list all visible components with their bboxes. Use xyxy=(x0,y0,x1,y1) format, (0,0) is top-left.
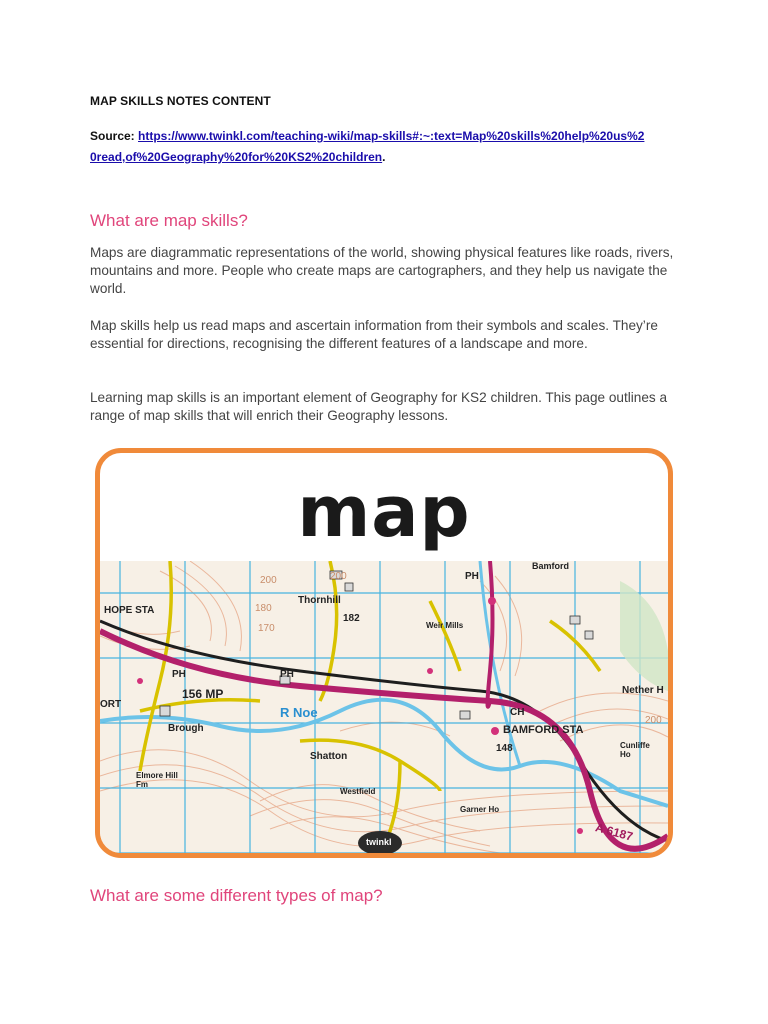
source-tail: . xyxy=(382,150,386,164)
map-label-contour-200b: 200 xyxy=(645,715,662,726)
twinkl-logo: twinkl xyxy=(366,837,392,847)
map-label-ph-2: PH xyxy=(172,669,186,680)
map-label-brough: Brough xyxy=(168,723,204,734)
map-label-a6187: A 6187 xyxy=(593,820,635,844)
map-label-bamford: Bamford xyxy=(532,561,570,571)
map-label-contour-200: 200 xyxy=(260,575,277,586)
map-label-ch: CH xyxy=(510,707,525,718)
map-label-r-noe: R Noe xyxy=(280,705,318,720)
map-figure-title: map xyxy=(297,471,471,553)
map-label-ph-1: PH xyxy=(465,571,479,582)
map-label-elmore-hill: Elmore Hill Fm xyxy=(136,771,178,789)
map-label-contour-200c: 200 xyxy=(330,571,347,582)
source-link[interactable]: https://www.twinkl.com/teaching-wiki/map-skills#:~:text=Map%20skills%20help%20us%20read,of%20Geography%20for%20KS2%20children xyxy=(90,129,645,164)
map-svg xyxy=(100,561,668,853)
heading-types-of-map: What are some different types of map? xyxy=(90,886,383,905)
map-label-weir-mills: Weir Mills xyxy=(426,621,464,630)
paragraph-1: Maps are diagrammatic representations of the world, showing physical features like roads, rivers, mountains and more. People who create maps are cartographers, and they help us navigate the world. xyxy=(90,245,674,296)
map-label-contour-180: 180 xyxy=(255,603,272,614)
document-title: MAP SKILLS NOTES CONTENT xyxy=(90,94,271,108)
map-label-hope-sta: HOPE STA xyxy=(104,605,155,616)
map-label-nether: Nether H xyxy=(622,685,664,696)
map-label-thornhill: Thornhill xyxy=(298,595,341,606)
map-figure xyxy=(95,448,673,858)
map-label-garner: Garner Ho xyxy=(460,805,500,814)
paragraph-3: Learning map skills is an important element of Geography for KS2 children. This page outlines a range of map skills that will enrich their Geography lessons. xyxy=(90,390,668,423)
map-label-contour-170: 170 xyxy=(258,623,275,634)
heading-what-are-map-skills: What are map skills? xyxy=(90,211,248,230)
source-line xyxy=(90,126,650,168)
map-label-cunliffe: Cunliffe Ho xyxy=(620,741,650,759)
map-label-fort: ORT xyxy=(100,699,122,710)
source-label: Source: xyxy=(90,129,135,143)
map-label-148: 148 xyxy=(496,743,513,754)
map-label-westfield: Westfield xyxy=(340,787,376,796)
map-label-bamford-sta: BAMFORD STA xyxy=(503,724,584,736)
map-illustration xyxy=(100,561,668,853)
map-label-shatton: Shatton xyxy=(310,751,348,762)
map-label-156-mp: 156 MP xyxy=(182,687,224,701)
map-label-182: 182 xyxy=(343,613,360,624)
map-label-ph-3: PH xyxy=(280,669,294,680)
paragraph-2: Map skills help us read maps and ascertain information from their symbols and scales. They’re essential for directions, recognising the different features of a landscape and more. xyxy=(90,318,658,351)
